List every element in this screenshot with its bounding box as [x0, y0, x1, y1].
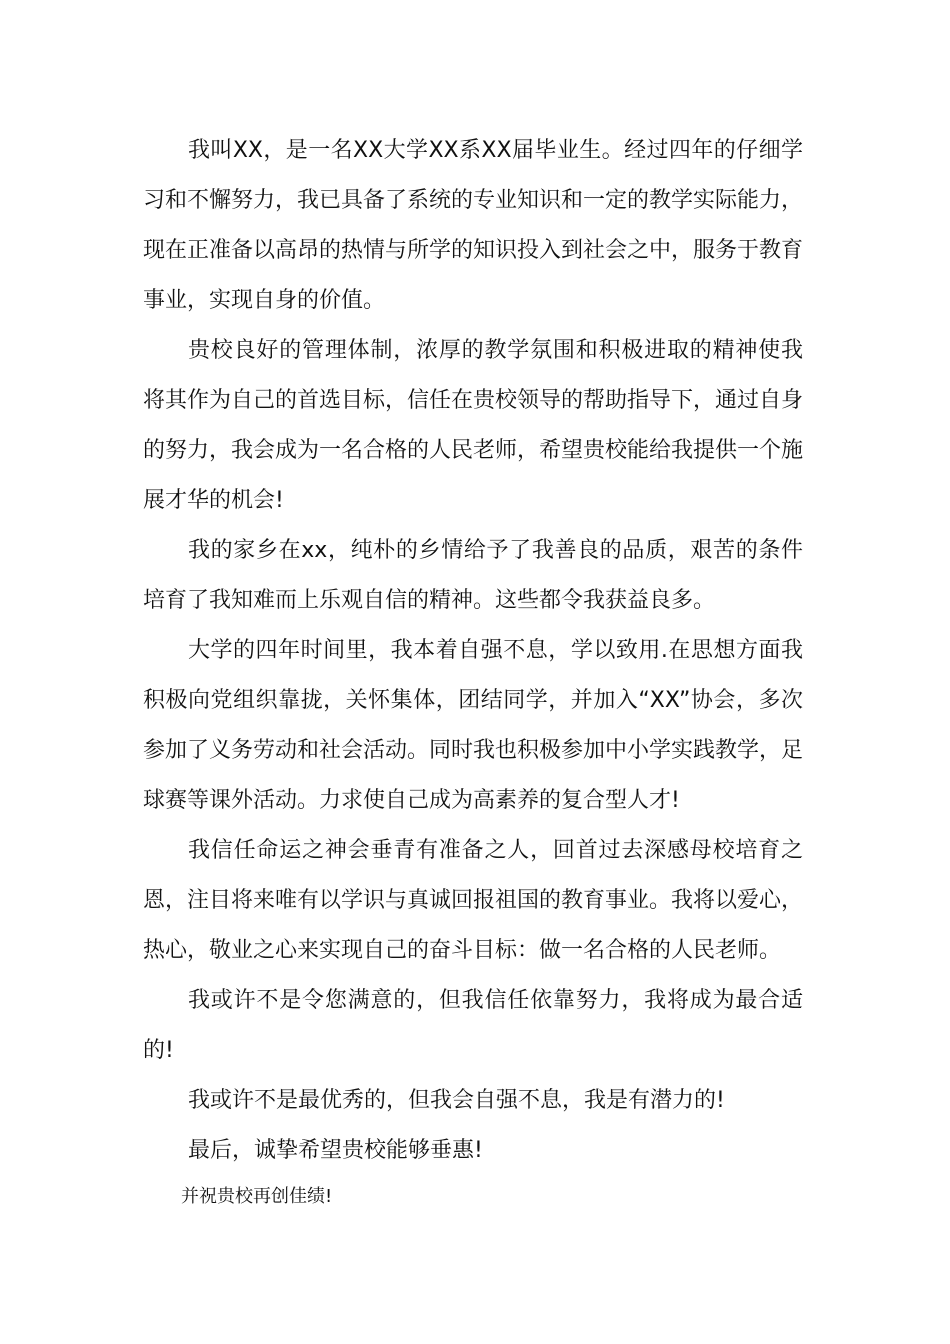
closing-wish: 并祝贵校再创佳绩! [181, 1186, 333, 1207]
paragraph-hometown: 我的家乡在xx，纯朴的乡情给予了我善良的品质，艰苦的条件培育了我知难而上乐观自信的精神。这些都令我获益良多。 [143, 538, 803, 613]
paragraph-aspiration: 我信任命运之神会垂青有准备之人，回首过去深感母校培育之恩，注目将来唯有以学识与真诚回报祖国的教育事业。我将以爱心，热心，敬业之心来实现自己的奋斗目标：做一名合格的人民老师。 [143, 838, 804, 963]
paragraph-final-hope: 最后，诚挚希望贵校能够垂惠! [188, 1138, 483, 1163]
paragraph-intro: 我叫XX，是一名XX大学XX系XX届毕业生。经过四年的仔细学习和不懈努力，我已具备了系统的专业知识和一定的教学实际能力，现在正准备以高昂的热情与所学的知识投入到社会之中，服务于教育事业，实现自身的价值。 [143, 138, 804, 313]
paragraph-effort: 我或许不是令您满意的，但我信任依靠努力，我将成为最合适的! [143, 988, 803, 1063]
paragraph-university: 大学的四年时间里，我本着自强不息，学以致用.在思想方面我积极向党组织靠拢，关怀集体，团结同学，并加入“XX”协会，多次参加了义务劳动和社会活动。同时我也积极参加中小学实践教学，足球赛等课外活动。力求使自己成为高素养的复合型人才! [143, 638, 804, 813]
paragraph-potential: 我或许不是最优秀的，但我会自强不息，我是有潜力的! [188, 1088, 725, 1113]
paragraph-school-choice: 贵校良好的管理体制，浓厚的教学氛围和积极进取的精神使我将其作为自己的首选目标，信任在贵校领导的帮助指导下，通过自身的努力，我会成为一名合格的人民老师，希望贵校能给我提供一个施展才华的机会! [143, 338, 804, 513]
letter-body [143, 126, 803, 1176]
